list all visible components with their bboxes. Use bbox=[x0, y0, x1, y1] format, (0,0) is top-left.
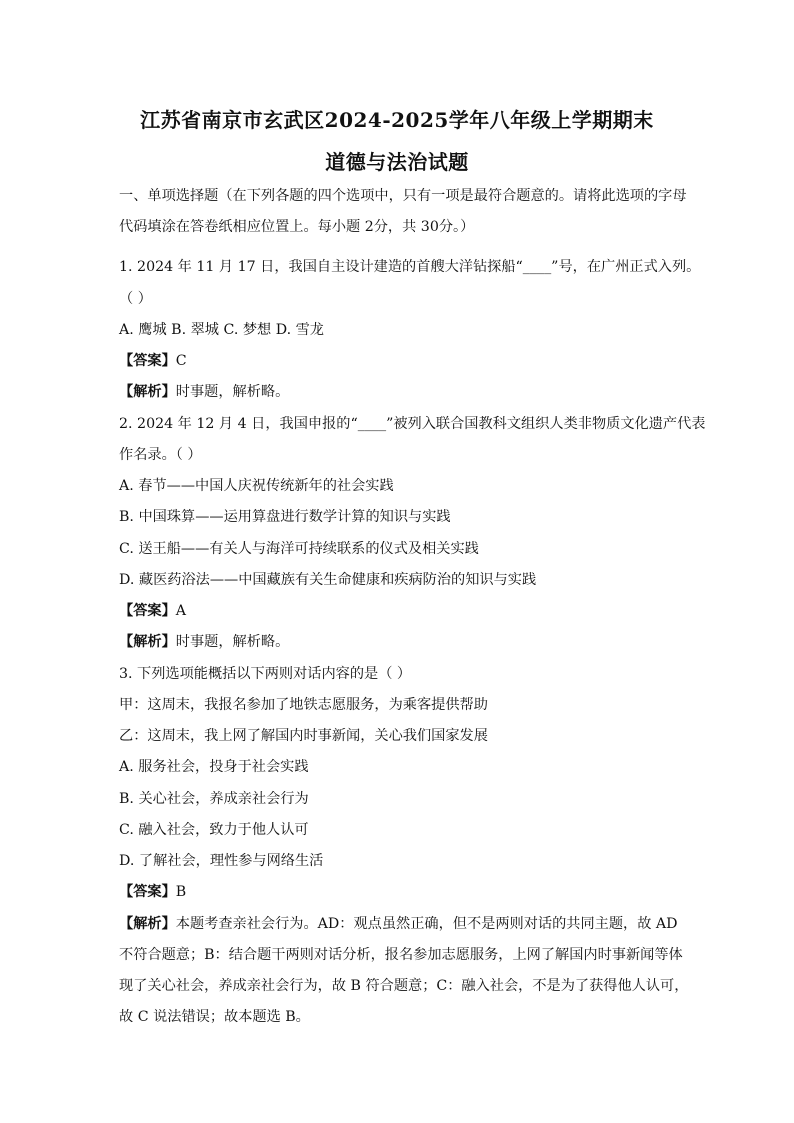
q2-option-d: D. 藏医药浴法——中国藏族有关生命健康和疾病防治的知识与实践 bbox=[119, 572, 537, 588]
q2-option-c: C. 送王船——有关人与海洋可持续联系的仪式及相关实践 bbox=[119, 541, 479, 557]
analysis-text: 时事题，解析略。 bbox=[175, 384, 290, 400]
answer-value: B bbox=[175, 884, 187, 900]
answer-value: A bbox=[175, 603, 187, 619]
q3-option-b: B. 关心社会，养成亲社会行为 bbox=[119, 791, 309, 807]
analysis-label: 【解析】 bbox=[119, 634, 176, 650]
analysis-label: 【解析】 bbox=[119, 384, 176, 400]
q1-stem-line-2: （ ） bbox=[119, 291, 152, 307]
q3-dialog-jia: 甲：这周末，我报名参加了地铁志愿服务，为乘客提供帮助 bbox=[119, 697, 488, 713]
q2-stem-line-1: 2. 2024 年 12 月 4 日，我国申报的“____”被列入联合国教科文组织人类非物质文化遗产代表 bbox=[119, 416, 706, 432]
answer-label: 【答案】 bbox=[119, 353, 176, 369]
q2-stem-line-2: 作名录。（ ） bbox=[119, 447, 202, 463]
q3-answer bbox=[119, 882, 186, 902]
q3-option-a: A. 服务社会，投身于社会实践 bbox=[119, 759, 309, 775]
q3-analysis-line-1 bbox=[119, 914, 678, 934]
q3-option-d: D. 了解社会，理性参与网络生活 bbox=[119, 853, 324, 869]
q2-analysis bbox=[119, 632, 289, 652]
section-heading-line-2: 代码填涂在答卷纸相应位置上。每小题 2分，共 30分。） bbox=[119, 219, 475, 235]
document-title: 江苏省南京市玄武区2024-2025学年八年级上学期期末 bbox=[140, 108, 654, 132]
answer-value: C bbox=[175, 353, 187, 369]
answer-label: 【答案】 bbox=[119, 884, 176, 900]
q3-analysis-line-3: 现了关心社会，养成亲社会行为，故 B 符合题意；C：融入社会，不是为了获得他人认可， bbox=[119, 978, 689, 994]
q3-dialog-yi: 乙：这周末，我上网了解国内时事新闻，关心我们国家发展 bbox=[119, 728, 488, 744]
analysis-text: 本题考查亲社会行为。AD：观点虽然正确，但不是两则对话的共同主题，故 AD bbox=[175, 916, 678, 932]
q1-stem-line-1: 1. 2024 年 11 月 17 日，我国自主设计建造的首艘大洋钻探船“____”号，在广州正式入列。 bbox=[119, 259, 701, 275]
analysis-text: 时事题，解析略。 bbox=[175, 634, 290, 650]
analysis-label: 【解析】 bbox=[119, 916, 176, 932]
q1-answer bbox=[119, 351, 187, 371]
q2-option-b: B. 中国珠算——运用算盘进行数学计算的知识与实践 bbox=[119, 509, 451, 525]
section-heading-line-1: 一、单项选择题（在下列各题的四个选项中，只有一项是最符合题意的。请将此选项的字母 bbox=[119, 188, 687, 204]
document-subtitle: 道德与法治试题 bbox=[325, 150, 469, 174]
q2-option-a: A. 春节——中国人庆祝传统新年的社会实践 bbox=[119, 478, 394, 494]
q1-options: A. 鹰城 B. 翠城 C. 梦想 D. 雪龙 bbox=[119, 322, 324, 338]
q3-stem: 3. 下列选项能概括以下两则对话内容的是（ ） bbox=[119, 666, 412, 682]
answer-label: 【答案】 bbox=[119, 603, 176, 619]
q1-analysis bbox=[119, 382, 289, 402]
q3-analysis-line-4: 故 C 说法错误；故本题选 B。 bbox=[119, 1009, 310, 1025]
q3-option-c: C. 融入社会，致力于他人认可 bbox=[119, 822, 309, 838]
q2-answer bbox=[119, 601, 186, 621]
q3-analysis-line-2: 不符合题意；B：结合题干两则对话分析，报名参加志愿服务，上网了解国内时事新闻等体 bbox=[119, 947, 683, 963]
